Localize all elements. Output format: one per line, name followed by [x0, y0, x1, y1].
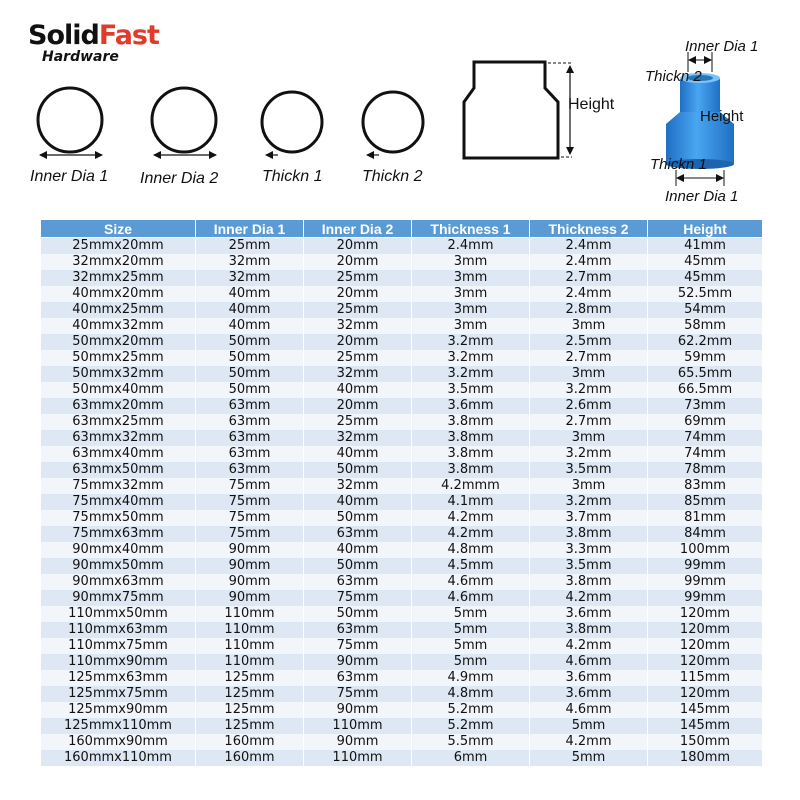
cell-size: 63mmx50mm — [41, 462, 196, 478]
cell-height: 84mm — [648, 526, 763, 542]
cell-thickness-1: 3.8mm — [412, 446, 530, 462]
cell-height: 45mm — [648, 270, 763, 286]
cell-inner-dia-2: 25mm — [304, 414, 412, 430]
cell-thickness-1: 3.8mm — [412, 430, 530, 446]
cell-inner-dia-1: 50mm — [196, 382, 304, 398]
cell-inner-dia-2: 90mm — [304, 702, 412, 718]
label-thickn-1: Thickn 1 — [262, 168, 323, 185]
cell-height: 100mm — [648, 542, 763, 558]
cell-size: 75mmx50mm — [41, 510, 196, 526]
cell-size: 50mmx20mm — [41, 334, 196, 350]
cell-inner-dia-2: 20mm — [304, 398, 412, 414]
cell-inner-dia-1: 40mm — [196, 318, 304, 334]
cell-inner-dia-1: 75mm — [196, 494, 304, 510]
header-thickness-2: Thickness 2 — [530, 220, 648, 238]
cell-inner-dia-2: 40mm — [304, 446, 412, 462]
cell-size: 110mmx63mm — [41, 622, 196, 638]
cell-inner-dia-1: 50mm — [196, 334, 304, 350]
table-row — [41, 494, 763, 510]
cell-inner-dia-1: 32mm — [196, 270, 304, 286]
spec-table-header-row — [41, 220, 763, 238]
cell-size: 110mmx50mm — [41, 606, 196, 622]
header-inner-dia-1: Inner Dia 1 — [196, 220, 304, 238]
cell-thickness-1: 3mm — [412, 302, 530, 318]
label-fitting-thickn-2: Thickn 2 — [645, 68, 702, 85]
cell-height: 73mm — [648, 398, 763, 414]
cell-thickness-1: 5.5mm — [412, 734, 530, 750]
cell-thickness-2: 3.8mm — [530, 526, 648, 542]
cell-height: 115mm — [648, 670, 763, 686]
cell-height: 150mm — [648, 734, 763, 750]
table-row — [41, 526, 763, 542]
cell-height: 52.5mm — [648, 286, 763, 302]
header-height: Height — [648, 220, 763, 238]
cell-size: 75mmx40mm — [41, 494, 196, 510]
header-thickness-1: Thickness 1 — [412, 220, 530, 238]
cell-height: 120mm — [648, 686, 763, 702]
cell-thickness-2: 2.4mm — [530, 254, 648, 270]
cell-size: 110mmx90mm — [41, 654, 196, 670]
cell-inner-dia-1: 125mm — [196, 718, 304, 734]
cell-inner-dia-2: 50mm — [304, 606, 412, 622]
cell-inner-dia-1: 90mm — [196, 542, 304, 558]
cell-thickness-2: 2.7mm — [530, 414, 648, 430]
dimension-diagrams — [0, 0, 800, 210]
cell-thickness-1: 3mm — [412, 318, 530, 334]
reducer-profile-drawing — [464, 62, 572, 158]
circle-inner-dia-1 — [38, 88, 102, 155]
cell-inner-dia-1: 50mm — [196, 366, 304, 382]
cell-thickness-2: 3.3mm — [530, 542, 648, 558]
cell-thickness-1: 5mm — [412, 638, 530, 654]
cell-inner-dia-2: 32mm — [304, 366, 412, 382]
label-inner-dia-1: Inner Dia 1 — [30, 168, 109, 185]
table-row — [41, 238, 763, 255]
table-row — [41, 702, 763, 718]
cell-inner-dia-2: 90mm — [304, 654, 412, 670]
cell-inner-dia-2: 20mm — [304, 238, 412, 255]
cell-thickness-1: 3.2mm — [412, 366, 530, 382]
header-size: Size — [41, 220, 196, 238]
table-row — [41, 622, 763, 638]
table-row — [41, 430, 763, 446]
cell-thickness-2: 2.7mm — [530, 270, 648, 286]
cell-thickness-1: 6mm — [412, 750, 530, 766]
cell-height: 41mm — [648, 238, 763, 255]
cell-inner-dia-1: 50mm — [196, 350, 304, 366]
cell-inner-dia-2: 20mm — [304, 286, 412, 302]
cell-inner-dia-1: 63mm — [196, 414, 304, 430]
cell-inner-dia-1: 110mm — [196, 622, 304, 638]
cell-size: 63mmx25mm — [41, 414, 196, 430]
table-row — [41, 670, 763, 686]
cell-thickness-1: 3mm — [412, 286, 530, 302]
cell-inner-dia-2: 32mm — [304, 430, 412, 446]
spec-table-body — [41, 238, 763, 767]
cell-size: 63mmx40mm — [41, 446, 196, 462]
cell-thickness-1: 5mm — [412, 606, 530, 622]
cell-thickness-2: 3.2mm — [530, 494, 648, 510]
label-fitting-inner-dia-1-top: Inner Dia 1 — [685, 38, 759, 55]
cell-thickness-2: 2.6mm — [530, 398, 648, 414]
cell-height: 99mm — [648, 574, 763, 590]
cell-inner-dia-1: 25mm — [196, 238, 304, 255]
table-row — [41, 398, 763, 414]
table-row — [41, 750, 763, 766]
cell-thickness-2: 3.8mm — [530, 574, 648, 590]
cell-inner-dia-1: 63mm — [196, 462, 304, 478]
circle-thickn-2 — [363, 92, 423, 155]
label-inner-dia-2: Inner Dia 2 — [140, 170, 219, 187]
cell-height: 58mm — [648, 318, 763, 334]
brand-name-part1: Solid — [28, 20, 99, 51]
cell-height: 99mm — [648, 590, 763, 606]
cell-thickness-2: 4.6mm — [530, 654, 648, 670]
cell-thickness-1: 4.6mm — [412, 574, 530, 590]
cell-inner-dia-1: 75mm — [196, 478, 304, 494]
label-height: Height — [568, 96, 615, 113]
cell-inner-dia-1: 110mm — [196, 654, 304, 670]
cell-size: 25mmx20mm — [41, 238, 196, 255]
cell-thickness-1: 4.5mm — [412, 558, 530, 574]
cell-thickness-2: 3.8mm — [530, 622, 648, 638]
cell-thickness-1: 3.2mm — [412, 350, 530, 366]
cell-thickness-1: 3.8mm — [412, 462, 530, 478]
cell-inner-dia-2: 40mm — [304, 542, 412, 558]
cell-inner-dia-2: 90mm — [304, 734, 412, 750]
label-thickn-2: Thickn 2 — [362, 168, 423, 185]
cell-size: 63mmx20mm — [41, 398, 196, 414]
cell-thickness-1: 3mm — [412, 254, 530, 270]
cell-thickness-1: 2.4mm — [412, 238, 530, 255]
cell-thickness-2: 4.2mm — [530, 590, 648, 606]
cell-inner-dia-1: 90mm — [196, 558, 304, 574]
cell-height: 74mm — [648, 446, 763, 462]
cell-thickness-1: 4.2mmm — [412, 478, 530, 494]
cell-inner-dia-2: 110mm — [304, 750, 412, 766]
cell-thickness-1: 5mm — [412, 622, 530, 638]
table-row — [41, 686, 763, 702]
cell-inner-dia-2: 25mm — [304, 302, 412, 318]
cell-thickness-2: 3.2mm — [530, 446, 648, 462]
cell-height: 45mm — [648, 254, 763, 270]
cell-inner-dia-2: 20mm — [304, 334, 412, 350]
cell-height: 145mm — [648, 702, 763, 718]
cell-inner-dia-2: 63mm — [304, 622, 412, 638]
cell-thickness-2: 3.6mm — [530, 606, 648, 622]
cell-inner-dia-2: 75mm — [304, 638, 412, 654]
cell-thickness-1: 4.9mm — [412, 670, 530, 686]
cell-inner-dia-1: 40mm — [196, 302, 304, 318]
cell-inner-dia-1: 40mm — [196, 286, 304, 302]
cell-size: 90mmx50mm — [41, 558, 196, 574]
cell-size: 32mmx20mm — [41, 254, 196, 270]
cell-height: 74mm — [648, 430, 763, 446]
cell-inner-dia-2: 63mm — [304, 526, 412, 542]
table-row — [41, 462, 763, 478]
label-fitting-thickn-1: Thickn 1 — [650, 156, 707, 173]
table-row — [41, 558, 763, 574]
table-row — [41, 606, 763, 622]
cell-thickness-1: 4.2mm — [412, 526, 530, 542]
cell-height: 85mm — [648, 494, 763, 510]
table-row — [41, 318, 763, 334]
cell-thickness-1: 5.2mm — [412, 702, 530, 718]
table-row — [41, 334, 763, 350]
cell-size: 63mmx32mm — [41, 430, 196, 446]
table-row — [41, 478, 763, 494]
cell-size: 50mmx32mm — [41, 366, 196, 382]
cell-inner-dia-1: 75mm — [196, 526, 304, 542]
cell-inner-dia-1: 90mm — [196, 574, 304, 590]
cell-thickness-1: 3mm — [412, 270, 530, 286]
cell-thickness-1: 4.8mm — [412, 542, 530, 558]
label-fitting-inner-dia-1-bottom: Inner Dia 1 — [665, 188, 739, 205]
cell-thickness-1: 4.2mm — [412, 510, 530, 526]
circle-inner-dia-2 — [152, 88, 216, 155]
cell-height: 120mm — [648, 606, 763, 622]
cell-size: 75mmx32mm — [41, 478, 196, 494]
cell-size: 32mmx25mm — [41, 270, 196, 286]
cell-height: 120mm — [648, 638, 763, 654]
cell-size: 40mmx32mm — [41, 318, 196, 334]
cell-inner-dia-1: 75mm — [196, 510, 304, 526]
cell-thickness-2: 2.4mm — [530, 286, 648, 302]
table-row — [41, 382, 763, 398]
cell-inner-dia-2: 75mm — [304, 686, 412, 702]
cell-height: 145mm — [648, 718, 763, 734]
cell-inner-dia-1: 125mm — [196, 686, 304, 702]
cell-thickness-2: 2.7mm — [530, 350, 648, 366]
brand-subtitle: Hardware — [42, 49, 119, 65]
cell-size: 90mmx40mm — [41, 542, 196, 558]
cell-thickness-1: 4.8mm — [412, 686, 530, 702]
cell-size: 125mmx90mm — [41, 702, 196, 718]
cell-inner-dia-1: 63mm — [196, 446, 304, 462]
cell-thickness-2: 3mm — [530, 430, 648, 446]
cell-inner-dia-2: 32mm — [304, 318, 412, 334]
brand-name-part2: Fast — [98, 20, 159, 51]
cell-thickness-1: 4.6mm — [412, 590, 530, 606]
cell-thickness-2: 3mm — [530, 318, 648, 334]
cell-inner-dia-1: 90mm — [196, 590, 304, 606]
cell-inner-dia-1: 32mm — [196, 254, 304, 270]
cell-thickness-1: 3.5mm — [412, 382, 530, 398]
cell-size: 125mmx75mm — [41, 686, 196, 702]
cell-inner-dia-1: 63mm — [196, 398, 304, 414]
cell-size: 110mmx75mm — [41, 638, 196, 654]
spec-table — [40, 219, 763, 766]
cell-inner-dia-1: 160mm — [196, 734, 304, 750]
table-row — [41, 590, 763, 606]
cell-inner-dia-2: 40mm — [304, 382, 412, 398]
cell-thickness-1: 3.8mm — [412, 414, 530, 430]
cell-inner-dia-2: 50mm — [304, 510, 412, 526]
cell-thickness-2: 4.6mm — [530, 702, 648, 718]
cell-inner-dia-1: 63mm — [196, 430, 304, 446]
cell-thickness-2: 5mm — [530, 750, 648, 766]
cell-thickness-2: 3.7mm — [530, 510, 648, 526]
cell-height: 180mm — [648, 750, 763, 766]
table-row — [41, 446, 763, 462]
cell-size: 90mmx75mm — [41, 590, 196, 606]
table-row — [41, 510, 763, 526]
cell-inner-dia-2: 63mm — [304, 670, 412, 686]
cell-size: 75mmx63mm — [41, 526, 196, 542]
cell-thickness-2: 3mm — [530, 366, 648, 382]
cell-size: 90mmx63mm — [41, 574, 196, 590]
cell-thickness-2: 2.5mm — [530, 334, 648, 350]
cell-inner-dia-2: 75mm — [304, 590, 412, 606]
cell-height: 78mm — [648, 462, 763, 478]
table-row — [41, 638, 763, 654]
header-inner-dia-2: Inner Dia 2 — [304, 220, 412, 238]
cell-inner-dia-1: 110mm — [196, 606, 304, 622]
table-row — [41, 654, 763, 670]
cell-thickness-1: 3.6mm — [412, 398, 530, 414]
cell-inner-dia-2: 40mm — [304, 494, 412, 510]
cell-height: 99mm — [648, 558, 763, 574]
cell-inner-dia-2: 20mm — [304, 254, 412, 270]
cell-inner-dia-2: 32mm — [304, 478, 412, 494]
cell-thickness-1: 5.2mm — [412, 718, 530, 734]
cell-thickness-2: 5mm — [530, 718, 648, 734]
cell-size: 50mmx40mm — [41, 382, 196, 398]
table-row — [41, 414, 763, 430]
cell-height: 69mm — [648, 414, 763, 430]
cell-height: 83mm — [648, 478, 763, 494]
cell-size: 125mmx110mm — [41, 718, 196, 734]
cell-height: 81mm — [648, 510, 763, 526]
cell-height: 120mm — [648, 622, 763, 638]
cell-thickness-2: 3.6mm — [530, 670, 648, 686]
cell-height: 66.5mm — [648, 382, 763, 398]
cell-size: 50mmx25mm — [41, 350, 196, 366]
cell-height: 59mm — [648, 350, 763, 366]
table-row — [41, 734, 763, 750]
cell-thickness-2: 4.2mm — [530, 734, 648, 750]
cell-height: 62.2mm — [648, 334, 763, 350]
cell-thickness-1: 3.2mm — [412, 334, 530, 350]
table-row — [41, 270, 763, 286]
cell-height: 120mm — [648, 654, 763, 670]
cell-inner-dia-2: 50mm — [304, 462, 412, 478]
label-fitting-height: Height — [700, 108, 744, 125]
cell-thickness-2: 3.2mm — [530, 382, 648, 398]
cell-thickness-2: 2.8mm — [530, 302, 648, 318]
cell-thickness-1: 4.1mm — [412, 494, 530, 510]
cell-size: 40mmx25mm — [41, 302, 196, 318]
cell-inner-dia-1: 160mm — [196, 750, 304, 766]
cell-size: 125mmx63mm — [41, 670, 196, 686]
table-row — [41, 718, 763, 734]
cell-thickness-1: 5mm — [412, 654, 530, 670]
table-row — [41, 350, 763, 366]
cell-inner-dia-2: 25mm — [304, 350, 412, 366]
cell-height: 65.5mm — [648, 366, 763, 382]
table-row — [41, 574, 763, 590]
table-row — [41, 286, 763, 302]
cell-thickness-2: 3.5mm — [530, 462, 648, 478]
cell-size: 160mmx110mm — [41, 750, 196, 766]
table-row — [41, 254, 763, 270]
cell-thickness-2: 3mm — [530, 478, 648, 494]
cell-inner-dia-2: 63mm — [304, 574, 412, 590]
cell-thickness-2: 3.5mm — [530, 558, 648, 574]
table-row — [41, 542, 763, 558]
table-row — [41, 302, 763, 318]
cell-size: 160mmx90mm — [41, 734, 196, 750]
cell-thickness-2: 3.6mm — [530, 686, 648, 702]
cell-thickness-2: 2.4mm — [530, 238, 648, 255]
cell-inner-dia-2: 25mm — [304, 270, 412, 286]
cell-inner-dia-1: 110mm — [196, 638, 304, 654]
circle-thickn-1 — [262, 92, 322, 155]
cell-inner-dia-2: 50mm — [304, 558, 412, 574]
table-row — [41, 366, 763, 382]
cell-inner-dia-1: 125mm — [196, 670, 304, 686]
cell-thickness-2: 4.2mm — [530, 638, 648, 654]
cell-height: 54mm — [648, 302, 763, 318]
cell-inner-dia-2: 110mm — [304, 718, 412, 734]
cell-inner-dia-1: 125mm — [196, 702, 304, 718]
cell-size: 40mmx20mm — [41, 286, 196, 302]
